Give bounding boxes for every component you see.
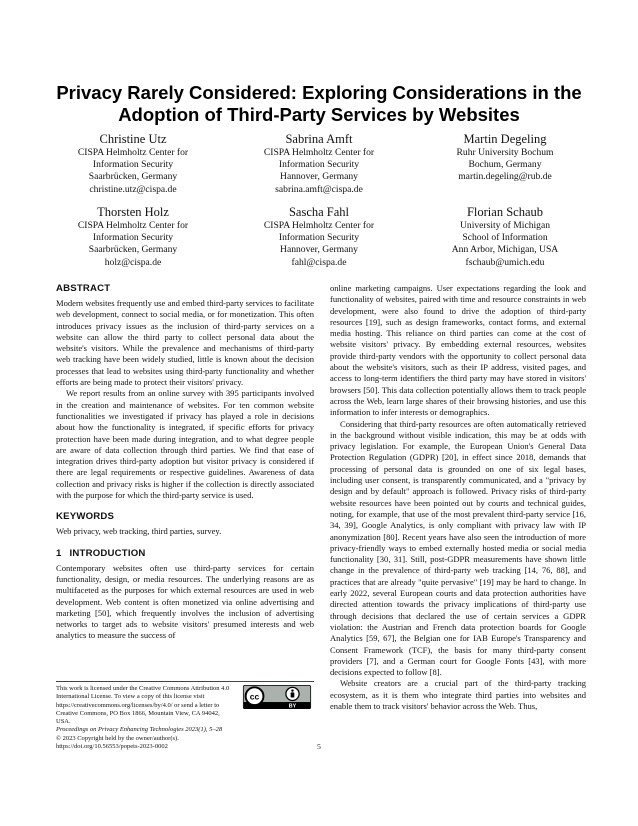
author-location: Ann Arbor, Michigan, USA: [451, 244, 559, 256]
author-block: [412, 205, 598, 269]
author-name: Sascha Fahl: [288, 205, 350, 219]
author-location: Saarbrücken, Germany: [88, 244, 178, 256]
author-name: Thorsten Holz: [97, 205, 169, 219]
author-name: Christine Utz: [99, 132, 167, 146]
author-block: [40, 205, 226, 269]
author-email[interactable]: fahl@cispa.de: [291, 256, 347, 268]
introduction-paragraph: Considering that third-party resources are often automatically retrieved in the background without visible indication, this may be at odds with privacy legislation. For example, the European Union's General Data Protection Regulation (GDPR) [20], in effect since 2018, demands that processing of personal data is grounded on one of six legal bases, including user consent, is transparently communicated, and a "privacy by design and by default" approach is followed. Privacy risks of third-party website resources have been pointed out by courts and technical guides, noting, for example, that use of the most prevalent third-party service [16, 34, 39], Google Analytics, is only compliant with privacy law with IP anonymization [80]. Recent years have also seen the introduction of more privacy-friendly ways to embed externally hosted media or social media functionality [30, 31]. Still, post-GDPR measurements have shown little change in the prevalence of third-party web tracking [14, 76, 88], and practices that are already "quite pervasive" [19] may be hard to change. In early 2022, several European courts and data protection authorities have directed attention towards the privacy implications of third-party use through decisions that declared the use of certain services a GDPR violation: the Austrian and French data protection boards for Google Analytics [59, 67], the Belgian one for IAB Europe's Transparency and Consent Framework (TCF), the basis for many third-party consent providers [7], and a German court for Google Fonts [43], with more decisions expected to follow [8].: [330, 418, 586, 678]
author-block: [412, 132, 598, 196]
author-email[interactable]: fschaub@umich.edu: [465, 256, 545, 268]
page-number: 5: [317, 742, 321, 751]
journal-reference: Proceedings on Privacy Enhancing Technologies 2023(1), 5–28: [56, 726, 223, 734]
author-email[interactable]: martin.degeling@rub.de: [458, 171, 552, 183]
section-title: INTRODUCTION: [69, 547, 146, 559]
right-column: [330, 283, 586, 712]
introduction-paragraph: Contemporary websites often use third-party services for certain functionality, design, or media resources. The underlying reasons are as multifaceted as the purposes for which external resources are used in web development. Web content is often monetized via online advertising and marketing [50], which frequently involves the inclusion of advertising networks to target ads to website visitors' presumed interests and web analytics to measure the success of: [56, 562, 314, 641]
author-location: Bochum, Germany: [468, 159, 542, 171]
author-affiliation: CISPA Helmholtz Center for: [263, 147, 375, 158]
author-affiliation: CISPA Helmholtz Center for: [77, 220, 189, 231]
svg-text:BY: BY: [288, 703, 297, 709]
author-name: Florian Schaub: [466, 205, 544, 219]
keywords-heading: KEYWORDS: [56, 511, 115, 523]
author-row-1: [40, 132, 598, 196]
creative-commons-by-icon[interactable]: [240, 685, 314, 709]
keywords-text: Web privacy, web tracking, third parties, survey.: [56, 526, 222, 537]
author-row-2: [40, 205, 598, 269]
introduction-paragraph: Website creators are a crucial part of the third-party tracking ecosystem, as it is them who integrate third parties into websites and enable them to track visitors' behavior across the Web. Thus,: [330, 678, 586, 711]
author-block: [40, 132, 226, 196]
author-affiliation: University of Michigan: [459, 220, 551, 231]
author-affiliation: School of Information: [462, 232, 548, 244]
svg-text:cc: cc: [249, 691, 260, 702]
copyright-notice: © 2023 Copyright held by the owner/author(s).: [56, 734, 179, 742]
author-affiliation: Ruhr University Bochum: [456, 147, 554, 158]
abstract-paragraph: Modern websites frequently use and embed third-party services to facilitate web development, connect to social media, or for monetization. This often introduces privacy issues as the inclusion of third-party services on a website can allow the third party to collect personal data about the website's visitors. While the prevalence and mechanisms of third-party web tracking have been widely studied, little is known about the decision processes that lead to websites using third-party functionality and whether efforts are being made to protect their visitors' privacy.: [56, 298, 314, 388]
author-email[interactable]: holz@cispa.de: [104, 256, 162, 268]
author-location: Hannover, Germany: [280, 244, 358, 256]
author-email[interactable]: sabrina.amft@cispa.de: [275, 183, 363, 195]
introduction-paragraph: online marketing campaigns. User expectations regarding the look and functionality of websites, paired with time and resource constraints in web development, were also found to drive the adoption of third-party resources [19], such as design frameworks, contact forms, and external media hosting. This reliance on third parties can come at the cost of website visitors' privacy. By embedding external resources, websites provide third-party vendors with the opportunity to collect personal data about the website's visitors, such as their IP address, visited pages, and access to long-term identifiers the third party may have stored in visitors' browsers [50]. This data collection potentially allows them to track people across the Web, learn large shares of their browsing histories, and use this information to infer interests or demographics.: [330, 283, 586, 418]
author-affiliation: Information Security: [92, 159, 174, 171]
author-name: Sabrina Amft: [285, 132, 353, 146]
doi-link[interactable]: https://doi.org/10.56553/popets-2023-0002: [56, 743, 168, 751]
license-footnote: [56, 681, 314, 751]
author-name: Martin Degeling: [463, 132, 547, 146]
paper-title: [40, 82, 598, 126]
introduction-heading: [56, 548, 314, 560]
author-block: [226, 205, 412, 269]
author-affiliation: Information Security: [278, 159, 360, 171]
abstract-paragraph: We report results from an online survey with 395 participants involved in the creation and maintenance of websites. For ten common website functionalities we investigated if privacy has played a role in decisions about how the functionality is integrated, if specific efforts for privacy protection have been made during integration, and to what degree people are aware of data collection through third parties. We find that ease of integration drives third-party adoption but visitor privacy is considered if there are legal requirements or respective guidelines. Awareness of data collection and privacy risks is higher if the collection is directly associated with the purpose for which the third-party service is used.: [56, 388, 314, 501]
author-affiliation: CISPA Helmholtz Center for: [263, 220, 375, 231]
author-affiliation: Information Security: [92, 232, 174, 244]
author-email[interactable]: christine.utz@cispa.de: [89, 183, 177, 195]
license-text: This work is licensed under the Creative Commons Attribution 4.0 International License. To view a copy of this license visit https://creativecommons.org/licenses/by/4.0/ or send a letter to Creative Commons, PO Box 1866, Mountain View, CA 94042, USA.: [56, 685, 230, 726]
left-column: [56, 283, 314, 642]
author-location: Saarbrücken, Germany: [88, 171, 178, 183]
abstract-heading: ABSTRACT: [56, 283, 111, 294]
author-affiliation: CISPA Helmholtz Center for: [77, 147, 189, 158]
author-block: [226, 132, 412, 196]
title-line-2: Adoption of Third-Party Services by Websites: [118, 104, 520, 125]
author-location: Hannover, Germany: [280, 171, 358, 183]
title-line-1: Privacy Rarely Considered: Exploring Considerations in the: [56, 82, 582, 103]
section-number: 1: [56, 547, 62, 559]
author-affiliation: Information Security: [278, 232, 360, 244]
